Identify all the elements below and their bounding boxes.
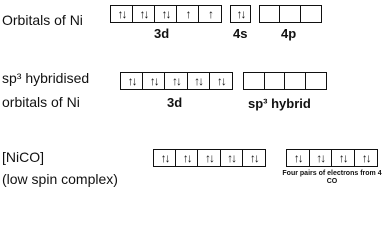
ni-4p-cell-3 [301, 6, 321, 22]
caption-3d-row2: 3d [167, 95, 183, 110]
row2-label-line2: orbitals of Ni [2, 94, 80, 110]
ni-3d-orbital-boxes [110, 5, 222, 23]
sp3-hybrid-cell-2 [265, 73, 286, 89]
caption-4p: 4p [281, 26, 297, 41]
ni-4s-cell-1: ↑↓ [236, 7, 245, 21]
ni-3d-cell-2: ↑↓ [133, 6, 155, 22]
hybrid-3d-cell-5: ↑↓ [216, 74, 225, 88]
row1-label: Orbitals of Ni [2, 12, 83, 28]
ni-4p-orbital-boxes [259, 5, 322, 23]
complex-co-cell-4: ↑↓ [361, 151, 370, 165]
complex-3d-orbital-boxes [153, 149, 266, 167]
complex-co-cell-2: ↑↓ [310, 150, 333, 166]
caption-sp3-hybrid: sp³ hybrid [248, 96, 311, 111]
complex-3d-cell-3: ↑↓ [198, 150, 220, 166]
sp3-hybrid-cell-3 [285, 73, 306, 89]
complex-3d-cell-2: ↑↓ [176, 150, 198, 166]
co-electron-pairs-note: Four pairs of electrons from 4 CO [282, 170, 382, 186]
ni-4s-orbital-box [230, 5, 251, 23]
ni-3d-cell-5: ↑ [208, 7, 212, 21]
row3-label-line2: (low spin complex) [2, 171, 118, 187]
hybrid-3d-cell-2: ↑↓ [143, 73, 165, 89]
row2-label-line1: sp³ hybridised [2, 70, 90, 86]
hybrid-3d-cell-3: ↑↓ [165, 73, 187, 89]
ni-3d-cell-1: ↑↓ [111, 6, 133, 22]
complex-co-cell-3: ↑↓ [332, 150, 355, 166]
complex-3d-cell-5: ↑↓ [249, 151, 258, 165]
ni-4p-cell-1 [260, 6, 280, 22]
sp3-hybrid-orbital-boxes [243, 72, 327, 90]
ni-4p-cell-2 [280, 6, 300, 22]
ni-3d-cell-3: ↑↓ [155, 6, 177, 22]
ni-3d-cell-4: ↑ [177, 6, 199, 22]
sp3-hybrid-cell-1 [244, 73, 265, 89]
complex-co-electron-pair-boxes [286, 149, 378, 167]
sp3-hybrid-cell-4 [306, 73, 327, 89]
hybrid-3d-cell-1: ↑↓ [121, 73, 143, 89]
complex-co-cell-1: ↑↓ [287, 150, 310, 166]
hybrid-3d-orbital-boxes [120, 72, 233, 90]
caption-4s: 4s [233, 26, 248, 41]
caption-3d: 3d [154, 26, 170, 41]
complex-3d-cell-1: ↑↓ [154, 150, 176, 166]
complex-3d-cell-4: ↑↓ [221, 150, 243, 166]
row3-label-line1: [NiCO] [2, 149, 44, 165]
hybrid-3d-cell-4: ↑↓ [188, 73, 210, 89]
